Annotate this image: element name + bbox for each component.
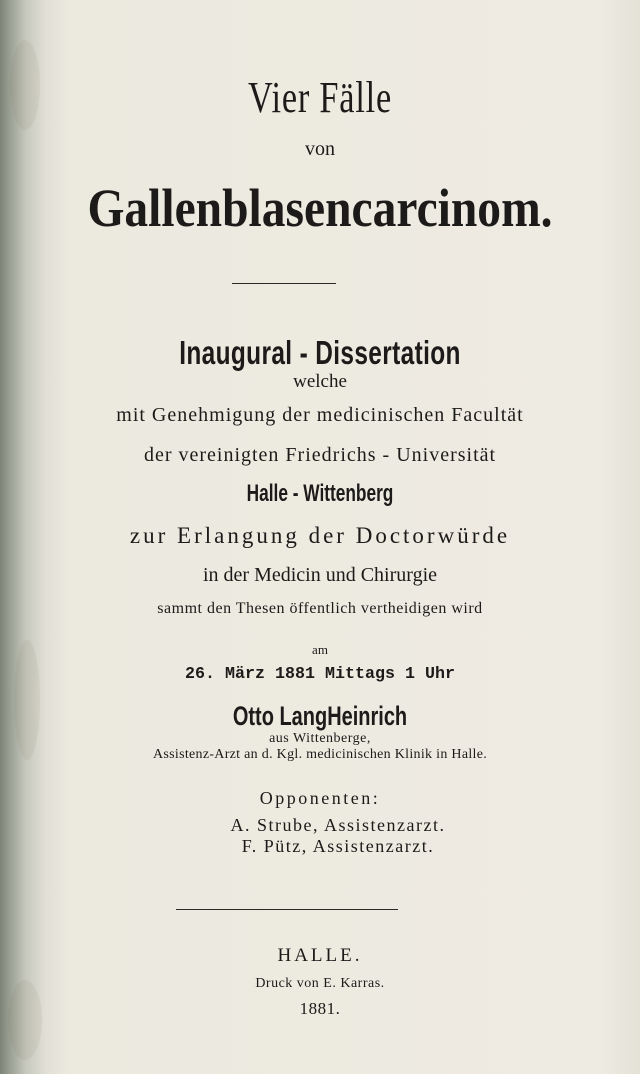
author-name: Otto LangHeinrich — [232, 701, 408, 731]
imprint-year: 1881. — [299, 999, 341, 1018]
paper-stain — [8, 980, 42, 1060]
title-von: von — [305, 138, 335, 160]
imprint-printer: Druck von E. Karras. — [255, 976, 385, 991]
am-line: am — [312, 642, 328, 657]
genehmigung-line: mit Genehmigung der medicinischen Facultät — [116, 404, 524, 426]
dissertation-heading: Inaugural - Dissertation — [179, 334, 461, 371]
divider-rule-bottom — [176, 909, 398, 910]
author-origin: aus Wittenberge, — [269, 731, 371, 746]
divider-rule-top — [232, 283, 336, 284]
erlangung-line: zur Erlangung der Doctorwürde — [129, 523, 511, 548]
universitaet-line: der vereinigten Friedrichs - Universität — [143, 444, 497, 466]
imprint-place: HALLE. — [277, 945, 363, 966]
opponent-2: F. Pütz, Assistenzarzt. — [241, 836, 435, 856]
defense-date: 26. März 1881 Mittags 1 Uhr — [185, 665, 455, 684]
author-position: Assistenz-Arzt an d. Kgl. medicinischen Klinik in Halle. — [152, 747, 488, 762]
opponent-1: A. Strube, Assistenzarzt. — [230, 815, 446, 835]
paper-stain — [14, 640, 40, 760]
title-line-1: Vier Fälle — [248, 73, 392, 122]
main-title: Gallenblasencarcinom. — [87, 178, 553, 238]
thesen-line: sammt den Thesen öffentlich vertheidigen wird — [157, 600, 483, 617]
opponents-heading: Opponenten: — [259, 788, 381, 808]
university-city: Halle - Wittenberg — [246, 480, 394, 507]
medicin-line: in der Medicin und Chirurgie — [202, 564, 438, 586]
welche-line: welche — [293, 371, 347, 392]
paper-stain — [10, 40, 40, 130]
